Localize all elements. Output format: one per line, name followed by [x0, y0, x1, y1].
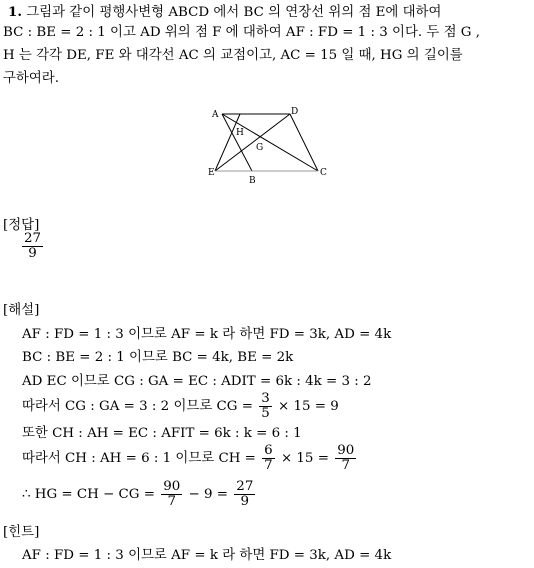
solution-line-6-denominator: 7 [264, 458, 273, 473]
solution-line-7-numerator-2: 27 [236, 479, 254, 494]
problem-line-4: 구하여라. [3, 71, 59, 86]
solution-line-4-numerator: 3 [261, 391, 270, 406]
label-h: H [236, 128, 244, 138]
answer-fraction [22, 232, 43, 261]
solution-line-7-mid: − 9 = [188, 487, 229, 502]
solution-line-5: 또한 CH : AH = EC : AFIT = 6k : k = 6 : 1 [22, 426, 302, 441]
problem-line-1 [8, 4, 441, 21]
segment-fe [215, 114, 240, 171]
label-d: D [291, 107, 299, 117]
geometry-figure [200, 100, 340, 190]
answer-numerator: 27 [24, 231, 42, 246]
problem-line-3: H 는 각각 DE, FE 와 대각선 AC 의 교점이고, AC = 15 일 때, HG 의 길이를 [3, 48, 463, 63]
solution-line-6-numerator: 6 [264, 443, 273, 458]
solution-line-3: AD EC 이므로 CG : GA = EC : ADIT = 6k : 4k = 3 : 2 [22, 374, 372, 389]
solution-line-4-result: × 15 = 9 [278, 399, 339, 414]
answer-heading: [정답] [3, 218, 40, 233]
solution-line-6-mid: × 15 = [280, 451, 329, 466]
solution-line-7-denominator-2: 9 [240, 494, 250, 509]
solution-line-4 [22, 392, 339, 421]
solution-line-6-fraction [262, 444, 275, 473]
solution-line-6-result-numerator: 90 [337, 443, 355, 458]
solution-line-6-text: 따라서 CH : AH = 6 : 1 이므로 CH = [22, 451, 256, 466]
label-a: A [212, 110, 219, 120]
solution-line-7-fraction-2 [234, 480, 255, 509]
label-c: C [320, 168, 327, 178]
solution-line-4-fraction [259, 392, 272, 421]
problem-line-2: BC : BE = 2 : 1 이고 AD 위의 점 F 에 대하여 AF : FD = 1 : 3 이다. 두 점 G , [3, 25, 480, 40]
answer-value [20, 232, 45, 261]
solution-heading: [해설] [3, 303, 40, 318]
problem-text-1: 그림과 같이 평행사변형 ABCD 에서 BC 의 연장선 위의 점 E에 대하여 [26, 5, 442, 20]
solution-line-7-fraction-1 [161, 480, 182, 509]
solution-line-2: BC : BE = 2 : 1 이므로 BC = 4k, BE = 2k [22, 350, 294, 365]
hint-line-1: AF : FD = 1 : 3 이므로 AF = k 라 하면 FD = 3k, AD = 4k [22, 548, 392, 563]
hint-heading: [힌트] [3, 525, 40, 540]
solution-line-1: AF : FD = 1 : 3 이므로 AF = k 라 하면 FD = 3k, AD = 4k [22, 327, 392, 342]
solution-line-4-denominator: 5 [261, 406, 270, 421]
solution-line-7-numerator-1: 90 [163, 479, 181, 494]
label-g: G [256, 143, 264, 153]
label-b: B [249, 176, 256, 186]
solution-line-6 [22, 444, 358, 473]
solution-line-6-result-fraction [335, 444, 356, 473]
answer-denominator: 9 [28, 246, 37, 261]
label-e: E [208, 168, 215, 178]
solution-line-7-text: ∴ HG = CH − CG = [22, 487, 155, 502]
solution-line-6-result-denominator: 7 [341, 458, 350, 473]
solution-line-4-text: 따라서 CG : GA = 3 : 2 이므로 CG = [22, 399, 253, 414]
solution-line-7 [22, 480, 257, 509]
problem-number: 1. [8, 4, 22, 20]
solution-line-7-denominator-1: 7 [167, 494, 177, 509]
